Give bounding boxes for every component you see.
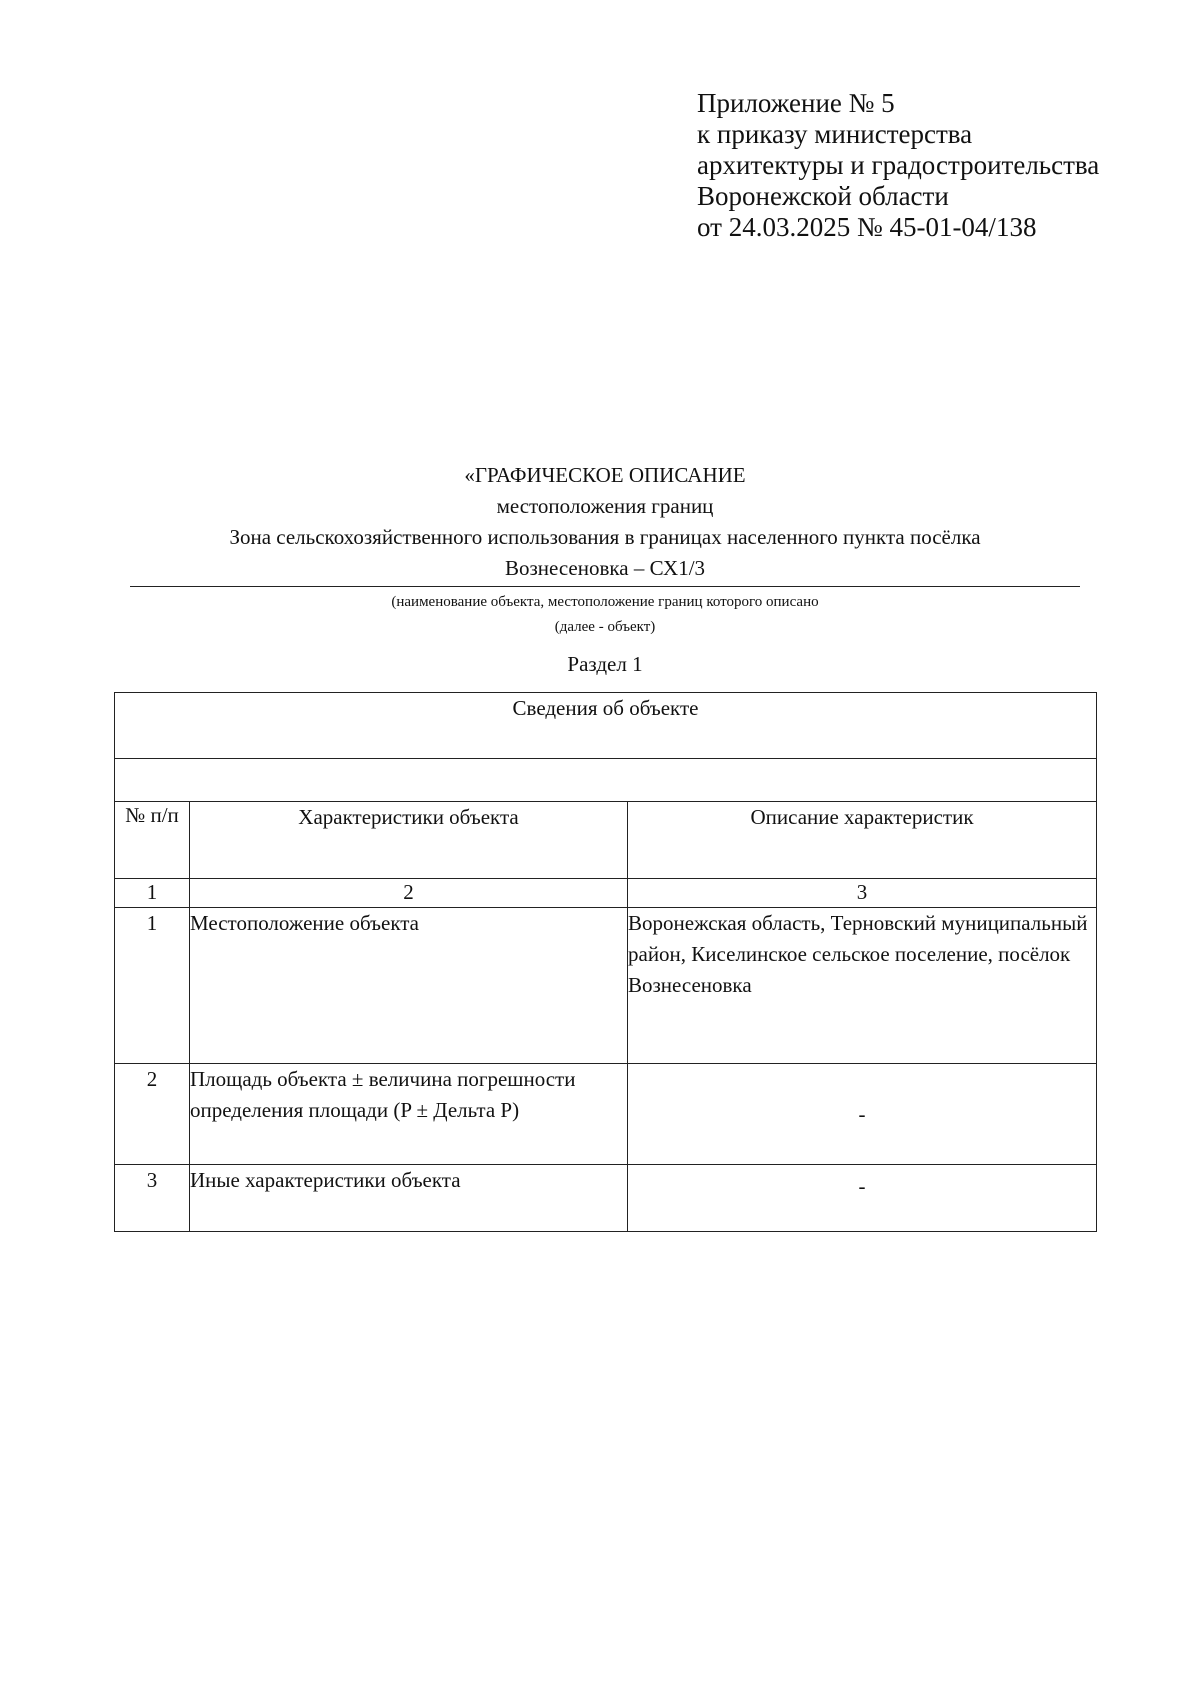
section-label: Раздел 1 — [567, 652, 643, 676]
table-row — [115, 1165, 1097, 1232]
row-description: - — [628, 1064, 1097, 1165]
table-title-row — [115, 693, 1097, 759]
title-line: «ГРАФИЧЕСКОЕ ОПИСАНИЕ — [464, 463, 746, 487]
row-description: Воронежская область, Терновский муниципальный район, Киселинское сельское поселение, посёлок Вознесеновка — [628, 908, 1097, 1064]
index-cell: 1 — [115, 879, 190, 908]
appendix-line: к приказу министерства — [697, 119, 973, 149]
index-cell: 3 — [628, 879, 1097, 908]
header-description: Описание характеристик — [628, 802, 1097, 879]
appendix-line: архитектуры и градостроительства — [697, 150, 1100, 180]
appendix-line: от 24.03.2025 № 45-01-04/138 — [697, 212, 1037, 242]
table-title: Сведения об объекте — [115, 693, 1097, 759]
table-header-row — [115, 802, 1097, 879]
title-line: местоположения границ — [496, 494, 714, 518]
blank-cell — [115, 759, 1097, 802]
row-number: 2 — [115, 1064, 190, 1165]
table-row — [115, 908, 1097, 1064]
table-blank-row — [115, 759, 1097, 802]
table-row — [115, 1064, 1097, 1165]
row-characteristic: Местоположение объекта — [190, 908, 628, 1064]
row-characteristic: Иные характеристики объекта — [190, 1165, 628, 1232]
header-number: № п/п — [115, 802, 190, 879]
index-cell: 2 — [190, 879, 628, 908]
document-title — [130, 460, 1080, 587]
object-name-line: Вознесеновка – СХ1/3 — [130, 553, 1080, 587]
appendix-line: Приложение № 5 — [697, 88, 895, 118]
title-line: Зона сельскохозяйственного использования в границах населенного пункта посёлка — [229, 525, 981, 549]
row-characteristic: Площадь объекта ± величина погрешности определения площади (P ± Дельта P) — [190, 1064, 628, 1165]
header-characteristics: Характеристики объекта — [190, 802, 628, 879]
caption-line: (наименование объекта, местоположение границ которого описано — [391, 594, 819, 610]
row-number: 1 — [115, 908, 190, 1064]
row-number: 3 — [115, 1165, 190, 1232]
caption-line: (далее - объект) — [554, 619, 656, 635]
appendix-line: Воронежской области — [697, 181, 949, 211]
underline-caption — [130, 590, 1080, 640]
object-info-table — [114, 692, 1097, 1232]
table-index-row — [115, 879, 1097, 908]
appendix-reference — [697, 88, 1099, 243]
row-description: - — [628, 1165, 1097, 1232]
